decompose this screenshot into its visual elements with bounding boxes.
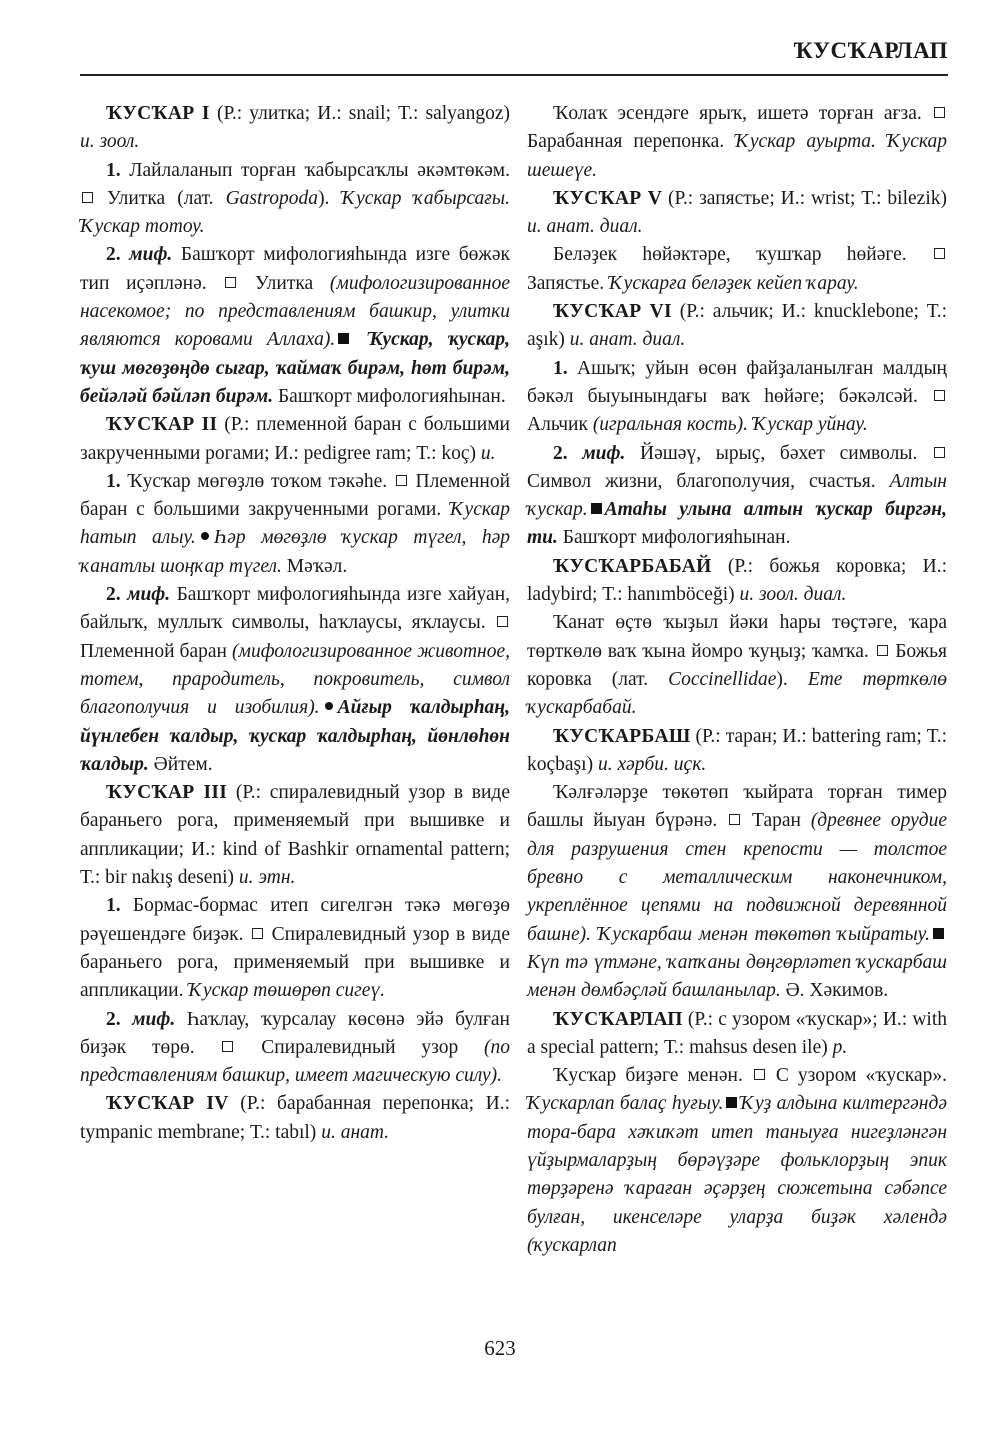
dictionary-entry-header [527,723,947,780]
italic-text: Ҡускар ауыртa. Ҡускар шешеүе. [527,131,947,181]
body-text: Ҡолаҡ эсендәге ярыҡ, ишетә торған ағза. [553,103,932,124]
page-number: 623 [484,1336,516,1360]
dictionary-sense [527,241,947,298]
example-marker-icon [591,503,602,514]
translation-marker-icon [934,107,945,118]
headword: ҠУСҠАР VI [553,301,672,323]
body-text: Племенной баран [80,640,232,662]
italic-text: Ҡускар төшөрөп сигеү. [188,980,385,1002]
body-text: Племенной баран с большими закрученными рогами. [80,470,511,521]
body-text: Спиралевидный узор [235,1036,484,1058]
italic-text: Ҡускар һатып алыу. [80,499,510,549]
bold-italic-text: миф. [127,584,171,606]
sense-number: 1. [553,357,568,379]
sense-number: 1. [106,895,121,917]
italic-text: (по представлениям башкир, имеет магическую силу). [80,1036,510,1087]
example-marker-icon [338,333,349,344]
translation-marker-icon [754,1069,765,1080]
dictionary-sense [527,609,947,722]
body-text: ). [776,668,808,690]
dictionary-sense [80,157,510,242]
italic-text: и. [480,442,496,464]
dictionary-sense [527,779,947,1005]
body-text: Барабанная перепонка. [527,131,736,153]
body-text: (Р.: барабанная перепонка; И.: tympanic membrane; Т.: tabıl) [80,1093,510,1143]
translation-marker-icon [225,277,236,288]
headword: ҠУСҠАР V [553,187,663,209]
body-text: Башҡорт мифологияһында изге бөжәк тип иҫәпләнә. [80,244,510,294]
translation-marker-icon [497,616,508,627]
body-text: Әйтем. [148,753,213,775]
bold-italic-text: Ҡускар, ҡускар, ҡуш мөгөҙөңдө сығар, ҡаймаҡ бирәм, һөт бирәм, бейәләй бәйләп бирәм. [80,329,510,407]
translation-marker-icon [877,645,888,656]
italic-text: Ҡуҙ алдына килтергәндә тора-бара хәҡиҡәт итеп таныуға нигеҙләнгән үйҙырмаларҙың бөрәүҙәре фольклорҙың эпик төрҙәренә ҡараған әҫәрҙең сюжетына сәбәпсе булған, икенселәре уларҙа биҙәк хәлендә (ҡускарлап [527,1093,947,1256]
dictionary-sense [80,1006,510,1091]
body-text: (Р.: таран; И.: battering ram; Т.: koçbaşı) [527,725,947,775]
body-text: (Р.: спиралевидный узор в виде бараньего рога, применяемый при вышивке и аппликации; И.: kind of Bashkir ornamental pattern; Т.: bir nakış deseni) [80,782,511,889]
body-text: Һаҡлау, ҡурсалау көсөнә эйә булған биҙәк төрө. [80,1008,510,1058]
translation-marker-icon [934,390,945,401]
italic-text: Һәр мөгөҙлө ҡускар түгел, һәр ҡанатлы шоңҡар түгел. [80,527,510,577]
bold-italic-text: миф. [582,442,626,464]
sense-number: 2. [106,584,128,606]
italic-text: Ҡускарлап балаҫ һуғыу. [527,1093,724,1115]
right-column [527,100,947,1260]
body-text: Ә. Хәкимов. [780,980,889,1002]
body-text: Божья коровка (лат. [527,640,947,690]
italic-text: и. этн. [238,867,296,889]
body-text: Спиралевидный узор в виде бараньего рога, применяемый при вышивке и аппликации. [80,923,510,1002]
body-text: Запястье. [527,272,610,294]
headword: ҠУСҠАРБАШ [553,725,691,747]
body-text: (Р.: божья коровка; И.: ladybird; Т.: hanımböceği) [527,555,947,606]
translation-marker-icon [934,248,945,259]
headword: ҠУСҠАР I [106,103,210,124]
italic-text: (мифологизированное животное, тотем, прародитель, покровитель, символ благополучия и изобилия). [80,640,510,719]
body-text: Альчик [527,414,593,436]
dictionary-entry-header [80,1090,510,1147]
body-text: Башҡорт мифологияһынан. [273,385,506,407]
body-text: Мәҡәл. [281,555,348,577]
dictionary-entry-header [527,185,947,242]
body-text: Ҡусҡар биҙәге менән. [553,1065,752,1087]
italic-text: Gastropoda [225,187,319,209]
bold-italic-text: миф. [132,1008,176,1030]
italic-text: (мифологизированное насекомое; по представлениям башкир, улитки являются коровами Аллаха). [80,272,510,351]
body-text: Башҡорт мифологияһынан. [557,527,791,549]
bold-italic-text: миф. [129,244,173,266]
sense-number: 2. [106,244,130,266]
italic-text: Алтын ҡускар. [527,470,947,521]
body-text: Ҡәлғәләрҙе төкөтөп ҡыйрата торған тимер башлы йыуан бүрәнә. [527,782,947,832]
body-text: Ҡусҡар мөгөҙлө тоҡом тәкәһе. [120,470,394,492]
translation-marker-icon [222,1041,233,1052]
dictionary-sense [527,355,947,440]
italic-text: и. зоол. диал. [739,584,847,606]
dictionary-entry-header [527,553,947,610]
body-text: (Р.: альчик; И.: knucklebone; Т.: aşık) [527,301,947,351]
translation-marker-icon [934,447,945,458]
page-header [80,30,948,76]
example-marker-icon [726,1097,737,1108]
body-text: Лайлаланып торған ҡабырсаҡлы әкәмтөкәм. [120,159,510,181]
body-text: Символ жизни, благополучия, счастья. [527,470,890,492]
italic-text: (игральная кость). Ҡускар уйнау. [592,414,868,436]
italic-text: Ете төрткөлө ҡускарбабай. [527,668,948,719]
proverb-marker-icon [325,702,333,710]
translation-marker-icon [729,814,740,825]
italic-text: и. анат. диал. [527,216,643,238]
body-text: Улитка (лат. [95,187,226,209]
italic-text: и. зоол. [80,131,140,153]
dictionary-sense [80,468,510,581]
body-text: Улитка [238,272,330,294]
dictionary-sense [527,100,947,185]
body-text: Йәшәү, ырыҫ, бәхет символы. [625,442,932,464]
sense-number: 2. [106,1008,133,1030]
body-text: ). [318,187,342,209]
body-text: Бормас-бормас итеп сигелгән тәкә мөгөҙө рәүешендәге биҙәк. [80,895,510,945]
body-text: Ҡанат өҫтө ҡыҙыл йәки һары төҫтәге, ҡара төрткөлө ваҡ ҡына йомро ҡуңыҙ; ҡамҡа. [527,612,947,662]
translation-marker-icon [252,928,263,939]
body-text: Ашыҡ; уйын өсөн файҙаланылған малдың бәкәл быуынындағы ваҡ һөйәге; бәкәлсәй. [527,357,947,407]
body-text: (Р.: племенной баран с большими закрученными рогами; И.: pedigree ram; Т.: koç) [80,414,510,464]
body-text: (Р.: улитка; И.: snail; Т.: salyangoz) [209,103,510,124]
dictionary-entry-header [80,100,510,157]
italic-text: и. хәрби. иҫк. [597,753,707,775]
left-column [80,100,510,1147]
example-marker-icon [933,928,944,939]
italic-text: Күп тә үтмәне, ҡапҡаны дөңгөрләтеп ҡускарбаш менән дөмбәҫләй башланылар. [527,951,947,1002]
dictionary-sense [527,440,947,553]
sense-number: 1. [106,159,121,181]
italic-text: Ҡускар ҡабырсағы. Ҡускар тотоу. [80,187,510,238]
bold-italic-text: Айғыр ҡалдырһаң, йүнлебен ҡалдыр, ҡускар ҡалдырһаң, йөнлөһөн ҡалдыр. [80,697,510,775]
headword: ҠУСҠАР III [106,782,228,804]
body-text: С узором «ҡускар». [766,1065,947,1087]
dictionary-sense [80,241,510,411]
proverb-marker-icon [201,532,209,540]
bold-italic-text: Атаһы улына алтын ҡускар биргән, ти. [527,499,947,549]
italic-text: Ҡускарға беләҙек кейеп ҡарау. [609,272,859,294]
headword: ҠУСҠАРБАБАЙ [553,555,712,577]
dictionary-entry-header [80,779,510,892]
header-rule [80,74,948,76]
italic-text: (древнее орудие для разрушения стен крепости — толстое бревно с металлическим наконечником, укреплённое цепями на подвижной деревянной башне). Ҡускарбаш менән төкөтөп ҡыйратыу. [527,810,947,945]
body-text: Таран [742,810,811,832]
sense-number: 2. [553,442,583,464]
body-text: Беләҙек һөйәктәре, ҡушҡар һөйәге. [553,244,932,266]
italic-text: р. [832,1036,848,1058]
dictionary-entry-header [527,298,947,355]
body-text: (Р.: с узором «ҡускар»; И.: with a special pattern; Т.: mahsus desen ile) [527,1008,947,1058]
headword: ҠУСҠАР II [106,414,218,436]
dictionary-sense [527,1062,947,1260]
body-text: (Р.: запястье; И.: wrist; Т.: bilezik) [662,187,947,209]
italic-text: и. анат. [321,1121,390,1143]
dictionary-sense [80,581,510,779]
dictionary-entry-header [527,1006,947,1063]
running-head: ҠУСҠАРЛАП [793,38,948,63]
sense-number: 1. [106,470,121,492]
italic-text: Coccinellidae [668,668,777,690]
headword: ҠУСҠАРЛАП [553,1008,683,1030]
translation-marker-icon [396,475,407,486]
body-text: Башҡорт мифологияһында изге хайуан, байлыҡ, муллыҡ символы, һаҡлаусы, яҡлаусы. [80,584,511,634]
translation-marker-icon [82,192,93,203]
headword: ҠУСҠАР IV [106,1093,229,1115]
dictionary-sense [80,892,510,1005]
italic-text: и. анат. диал. [569,329,686,351]
dictionary-entry-header [80,411,510,468]
